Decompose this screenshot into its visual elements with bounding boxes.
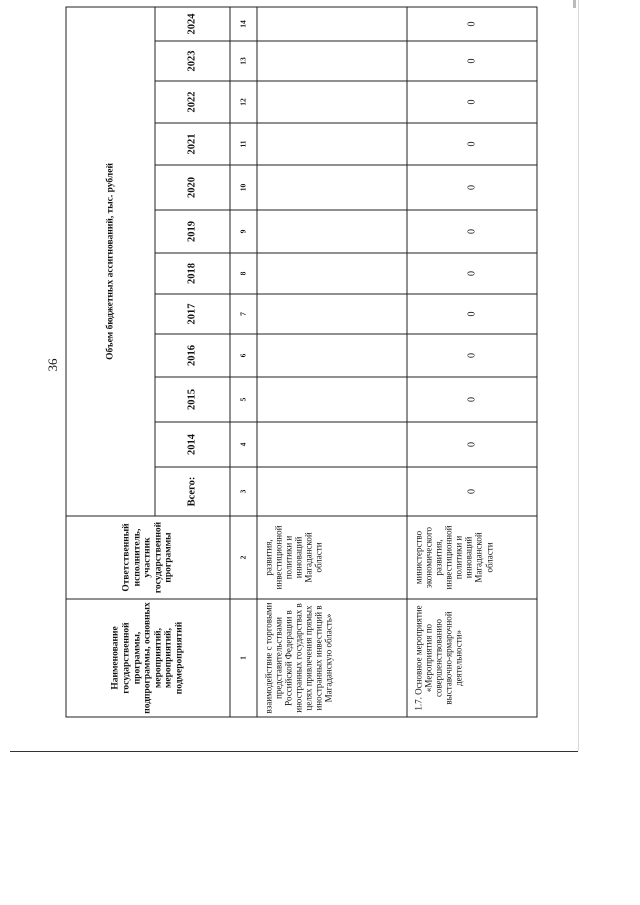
row-value: 0: [407, 81, 537, 123]
row-value: [257, 123, 407, 165]
column-number: 1: [230, 599, 257, 717]
row-name: 1.7. Основное мероприятие «Мероприятия по совершенствованию выставочно-ярмарочной деятельности»: [407, 599, 537, 717]
row-value: 0: [407, 41, 537, 81]
row-value: 0: [407, 294, 537, 334]
table-row: [257, 6, 407, 716]
row-name: взаимодействие с торговыми представительствами Российской Федерации в иностранных государствах в целях привлечения прямых иностранных инвестиций в Магаданскую область»: [257, 599, 407, 717]
header-year: 2015: [155, 377, 230, 422]
column-number-row: [230, 6, 257, 716]
column-number: 4: [230, 422, 257, 467]
column-number: 10: [230, 165, 257, 210]
row-value: 0: [407, 210, 537, 253]
table-row: [407, 6, 537, 716]
row-value: [257, 294, 407, 334]
header-year: 2017: [155, 294, 230, 334]
row-value: 0: [407, 334, 537, 377]
page-number: 36: [45, 358, 60, 372]
column-number: 5: [230, 377, 257, 422]
column-number: 7: [230, 294, 257, 334]
column-number: 2: [230, 516, 257, 599]
header-total: Всего:: [155, 467, 230, 516]
column-number: 6: [230, 334, 257, 377]
row-value: [257, 422, 407, 467]
row-value: 0: [407, 165, 537, 210]
row-value: 0: [407, 467, 537, 516]
row-value: [257, 165, 407, 210]
column-number: 8: [230, 253, 257, 294]
column-number: 12: [230, 81, 257, 123]
header-year: 2016: [155, 334, 230, 377]
column-number: 9: [230, 210, 257, 253]
header-year: 2018: [155, 253, 230, 294]
row-executor: министерство экономического развития, инвестиционной политики и инноваций Магаданской области: [407, 516, 537, 599]
header-year: 2020: [155, 165, 230, 210]
row-value: [257, 334, 407, 377]
header-year: 2023: [155, 41, 230, 81]
header-year: 2019: [155, 210, 230, 253]
row-value: [257, 6, 407, 40]
column-number: 14: [230, 6, 257, 40]
page-edge-line: [578, 0, 579, 751]
column-number: 3: [230, 467, 257, 516]
header-year: 2014: [155, 422, 230, 467]
column-number: 13: [230, 41, 257, 81]
budget-table-grid: [65, 6, 537, 717]
header-executor: Ответственный исполнитель, участник государственной программы: [66, 516, 230, 599]
scan-artifact: [573, 0, 576, 8]
row-value: [257, 41, 407, 81]
header-year: 2022: [155, 81, 230, 123]
row-value: 0: [407, 253, 537, 294]
page-bottom-rule: [10, 751, 578, 752]
column-number: 11: [230, 123, 257, 165]
row-value: [257, 467, 407, 516]
row-value: 0: [407, 6, 537, 40]
row-value: [257, 377, 407, 422]
header-year: 2021: [155, 123, 230, 165]
header-year: 2024: [155, 6, 230, 40]
header-name: Наименование государственной программы, подпрограммы, основных мероприятий, мероприятий, подмероприятий: [66, 599, 230, 717]
row-executor: развития, инвестиционной политики и инноваций Магаданской области: [257, 516, 407, 599]
row-value: 0: [407, 377, 537, 422]
row-value: [257, 81, 407, 123]
row-value: 0: [407, 422, 537, 467]
rotated-table-area: [65, 7, 494, 717]
budget-table: [65, 7, 494, 717]
row-value: 0: [407, 123, 537, 165]
header-row-group: [66, 6, 155, 716]
row-value: [257, 253, 407, 294]
row-value: [257, 210, 407, 253]
header-budget-group: Объем бюджетных ассигнований, тыс. рублей: [66, 6, 155, 515]
